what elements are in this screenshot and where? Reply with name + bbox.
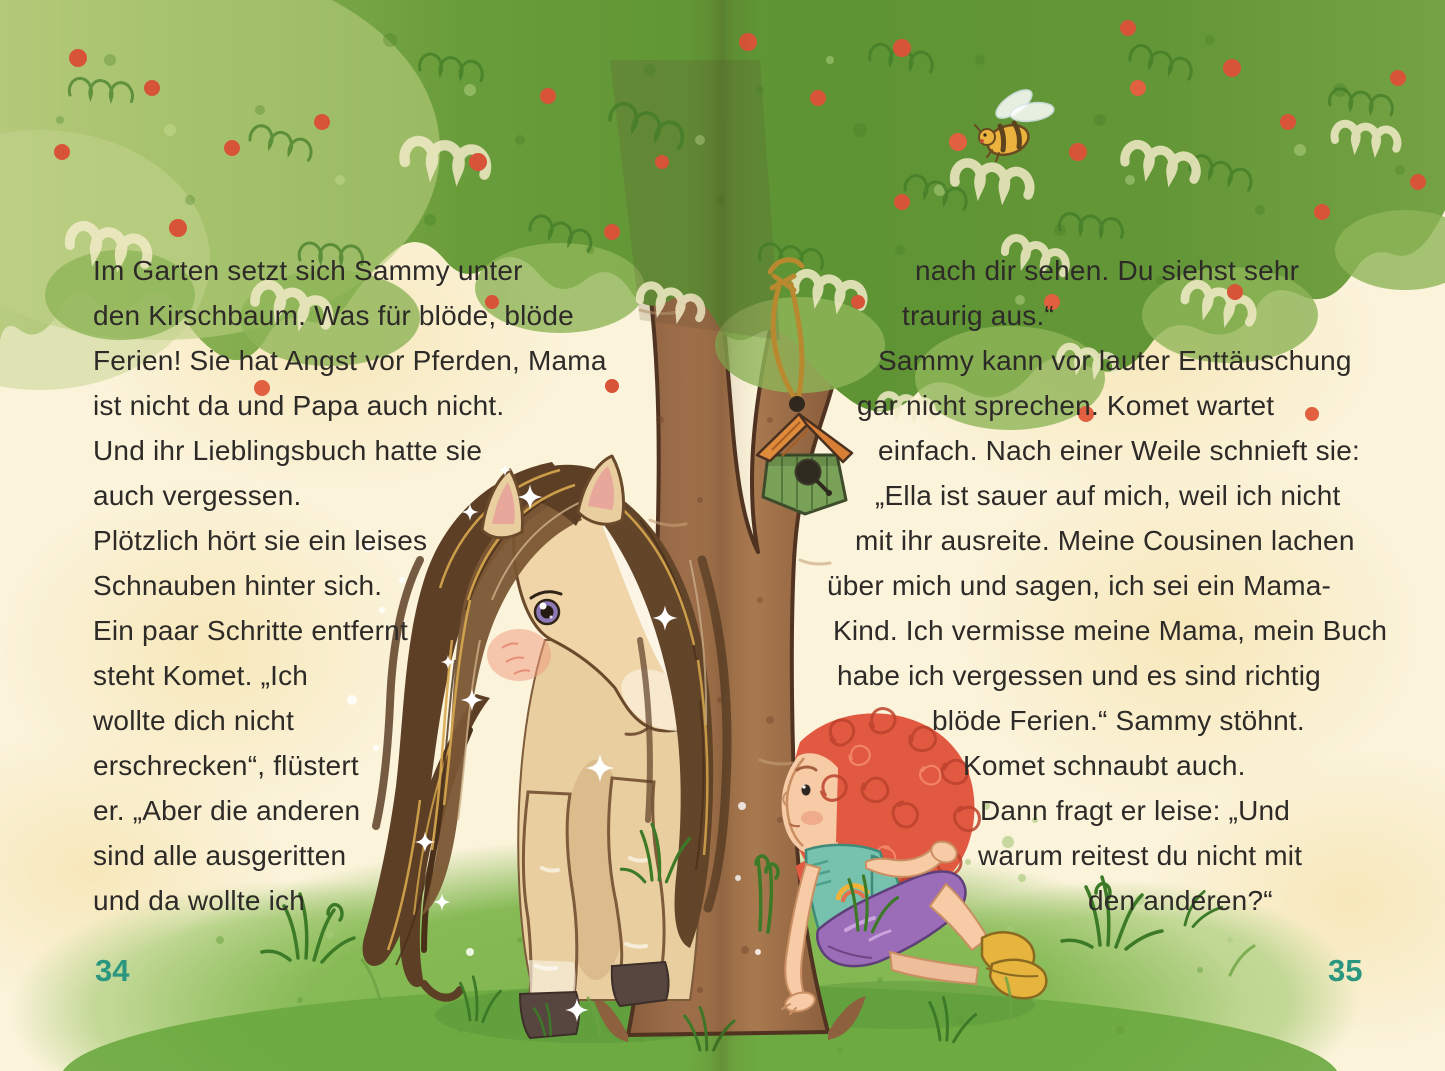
story-line: Kind. Ich vermisse meine Mama, mein Buch xyxy=(833,615,1388,646)
horse-hoof xyxy=(612,962,669,1006)
story-line: und da wollte ich xyxy=(93,885,305,916)
story-line: traurig aus.“ xyxy=(902,300,1054,331)
story-line: Im Garten setzt sich Sammy unter xyxy=(93,255,523,286)
story-line: Ferien! Sie hat Angst vor Pferden, Mama xyxy=(93,345,607,376)
story-line: Plötzlich hört sie ein leises xyxy=(93,525,428,556)
story-line: einfach. Nach einer Weile schnieft sie: xyxy=(878,435,1360,466)
page-number-right: 35 xyxy=(1328,953,1363,988)
story-line: über mich und sagen, ich sei ein Mama- xyxy=(827,570,1332,601)
story-line: ist nicht da und Papa auch nicht. xyxy=(93,390,505,421)
story-line: den anderen?“ xyxy=(1088,885,1273,916)
story-line: gar nicht sprechen. Komet wartet xyxy=(857,390,1275,421)
story-line: Komet schnaubt auch. xyxy=(963,750,1246,781)
page-number-left: 34 xyxy=(95,953,130,988)
story-line: den Kirschbaum. Was für blöde, blöde xyxy=(93,300,574,331)
story-line: wollte dich nicht xyxy=(93,705,295,736)
story-line: Und ihr Lieblingsbuch hatte sie xyxy=(93,435,483,466)
story-line: mit ihr ausreite. Meine Cousinen lachen xyxy=(855,525,1355,556)
story-line: habe ich vergessen und es sind richtig xyxy=(837,660,1321,691)
story-line: Dann fragt er leise: „Und xyxy=(980,795,1291,826)
story-line: steht Komet. „Ich xyxy=(93,660,309,691)
story-line: „Ella ist sauer auf mich, weil ich nicht xyxy=(875,480,1341,511)
story-line: er. „Aber die anderen xyxy=(93,795,361,826)
story-line: Schnauben hinter sich. xyxy=(93,570,383,601)
story-line: nach dir sehen. Du siehst sehr xyxy=(915,255,1300,286)
story-line: erschrecken“, flüstert xyxy=(93,750,359,781)
story-line: Sammy kann vor lauter Enttäuschung xyxy=(878,345,1352,376)
story-line: blöde Ferien.“ Sammy stöhnt. xyxy=(932,705,1305,736)
right-page-text xyxy=(820,248,1440,923)
story-line: Ein paar Schritte entfernt xyxy=(93,615,408,646)
story-line: auch vergessen. xyxy=(93,480,302,511)
story-line: warum reitest du nicht mit xyxy=(978,840,1303,871)
left-page-text xyxy=(93,248,633,923)
story-line: sind alle ausgeritten xyxy=(93,840,347,871)
